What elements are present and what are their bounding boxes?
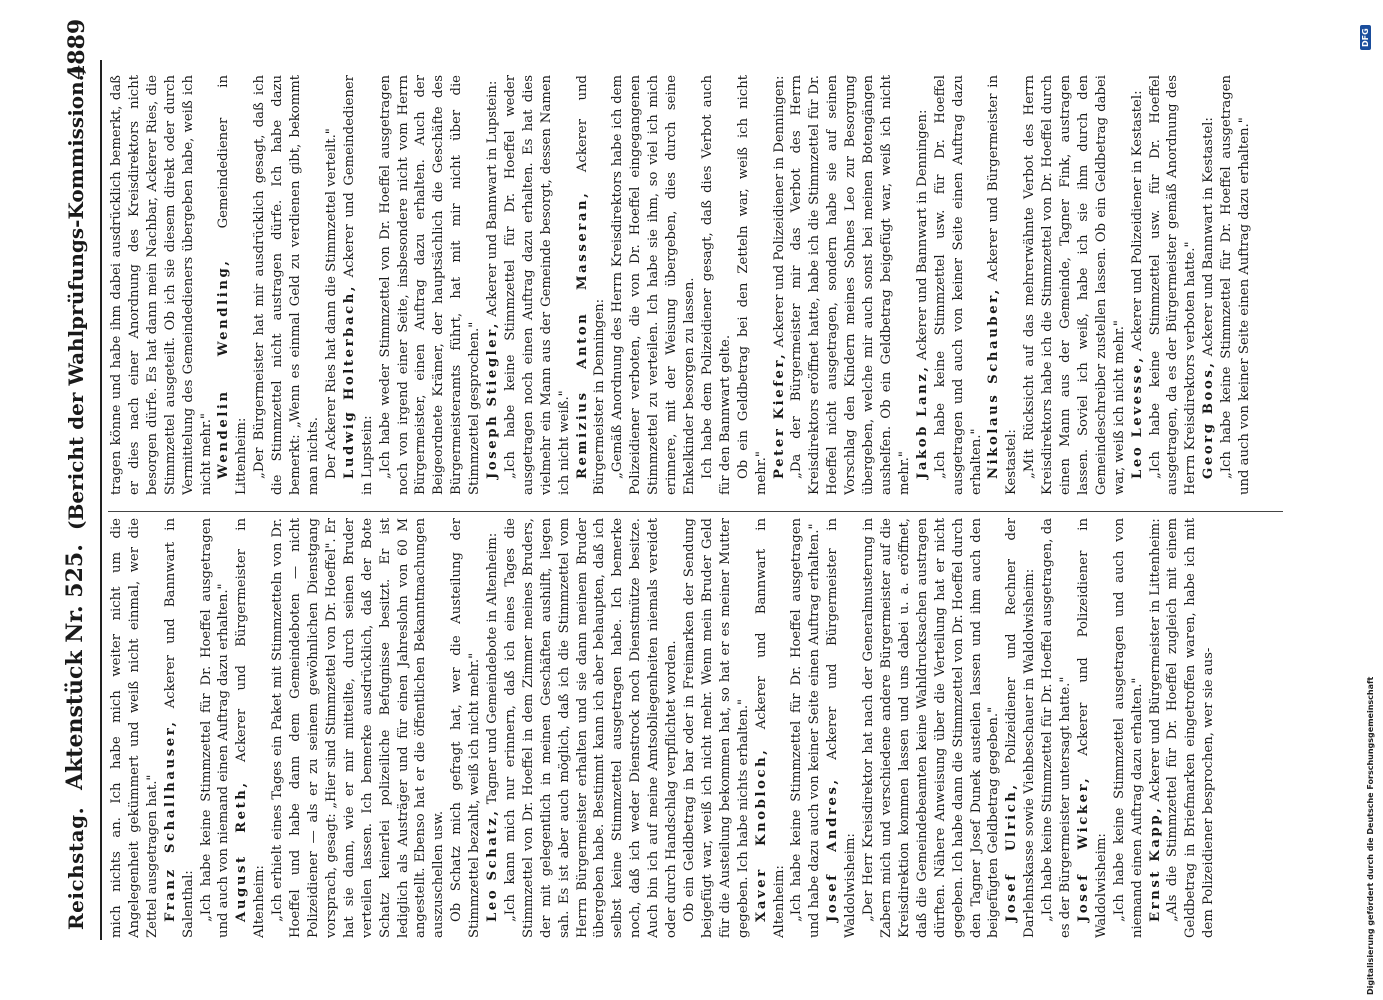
paragraph [932, 75, 986, 495]
paragraph-text: Ackerer und Bannwart in Altenheim: [753, 518, 787, 938]
paragraph-text: „Gemäß Anordnung des Herrn Kreisdirektors habe ich dem Polizeidiener verboten, die von Dr. Hoeffel eingegangenen Stimmzettel zu verteilen. Ich habe sie ihm, so viel ich mich erinnere, mit der Weisung übergeben, dies durch seine Enkelkinder besorgen zu lassen. [610, 75, 697, 495]
paragraph [824, 518, 860, 938]
paragraph [1111, 518, 1147, 938]
paragraph [251, 75, 323, 495]
paragraph-text: „Ich habe keine Stimmzettel für Dr. Hoeffel ausgetragen, da es der Bürgermeister untersagt hatte." [1040, 518, 1074, 938]
dfg-logo-text: DFG [1361, 28, 1370, 47]
paragraph [198, 518, 234, 938]
speaker-name: Wendelin Wendling, [216, 258, 232, 479]
paragraph-text: „Ich habe keine Stimmzettel usw. für Dr. Hoeffel ausgetragen und auch von keiner Seite einen Auftrag dazu erhalten." [932, 75, 984, 495]
left-column [108, 518, 1288, 938]
paragraph-text: Ob ein Geldbetrag in bar oder in Freimarken der Sendung beigefügt war, weiß ich nicht mehr. Wenn mein Bruder Geld für die Austeilung bekommen hat, so hat er es meiner Mutter gegeben. Ich habe nichts erhalten." [682, 518, 751, 938]
paragraph [860, 518, 1003, 938]
paragraph-text: „Ich habe keine Stimmzettel usw. für Dr. Hoeffel ausgetragen, da es der Bürgermeister gemäß Anordnung des Herrn Kreisdirektors verboten hatte." [1147, 75, 1199, 495]
column-divider [108, 511, 1283, 512]
paragraph [1129, 75, 1147, 495]
side-note [1366, 677, 1375, 995]
paragraph [788, 518, 824, 938]
paragraph [771, 75, 789, 495]
paragraph [574, 75, 610, 495]
paragraph-text: „Mit Rücksicht auf das mehrerwähnte Verbot des Herrn Kreisdirektors habe ich die Stimmzettel von Dr. Hoeffel durch einen Mann aus der Gemeinde, Tagner Fink, austragen lassen. Soviel ich weiß, habe ich sie ihm durch den Gemeindeschreiber zustellen lassen. Ob ein Geldbetrag dabei war, weiß ich nicht mehr." [1022, 75, 1127, 495]
paragraph-text: „Ich habe keine Stimmzettel für Dr. Hoeffel ausgetragen und auch von keiner Seite einen Auftrag dazu erhalten." [1219, 75, 1253, 495]
paragraph [1164, 518, 1218, 938]
speaker-name: Leo Schatz, [485, 808, 501, 922]
paragraph-text: Ackerer und Bannwart in Salenthal: [162, 518, 196, 938]
paragraph-text: „Ich habe keine Stimmzettel für Dr. Hoeffel weder ausgetragen noch einen Auftrag dazu erhalten. Es hat dies vielmehr ein Mann aus der Gemeinde besorgt, dessen Namen ich nicht weiß." [502, 75, 572, 495]
paragraph [1075, 518, 1111, 938]
speaker-name: Nikolaus Schauber, [986, 287, 1002, 479]
paragraph [448, 518, 484, 938]
paragraph-text: Ackerer und Bürgermeister in Denningen: [574, 75, 608, 495]
paragraph-text: „Ich habe keine Stimmzettel für Dr. Hoeffel ausgetragen und habe dazu auch von keiner Seite einen Auftrag erhalten." [789, 518, 823, 938]
speaker-name: Ludwig Holterbach, [341, 283, 357, 479]
paragraph [484, 518, 502, 938]
paragraph [108, 75, 215, 495]
paragraph [108, 518, 162, 938]
paragraph-text: Ackerer und Bürgermeister in Waldolwisheim: [825, 518, 859, 938]
paragraph-text: Der Ackerer Ries hat dann die Stimmzettel verteilt." [323, 128, 339, 479]
paragraph [1218, 75, 1254, 495]
paragraph-text: Ackerer und Gemeindediener in Lupstein: [341, 75, 375, 495]
paragraph-text: Ackerer und Bannwart in Kestastel: [1201, 117, 1217, 361]
paragraph [1003, 518, 1039, 938]
paragraph [681, 518, 753, 938]
paragraph-text: Tagner und Gemeindebote in Altenheim: [485, 532, 501, 809]
paragraph [1021, 75, 1128, 495]
speaker-name: Remizius Anton Masseran, [574, 190, 590, 479]
speaker-name: Peter Kiefer, [771, 351, 787, 479]
speaker-name: Josef Ulrich, [1004, 782, 1020, 922]
paragraph-text: „Ich kann mich nur erinnern, daß ich eines Tages die Stimmzettel von Dr. Hoeffel in dem Zimmer meines Bruders, der mit gelegentlich in meinen Geschäften aushilft, liegen sah. Es ist aber auch möglich, daß ich die Stimmzettel vom Herrn Bürgermeister erhalten und sie dann meinem Bruder übergeben habe. Bestimmt kann ich aber behaupten, daß ich selbst keine Stimmzettel ausgetragen habe. Ich bemerke noch, daß ich weder Dienstrock noch Dienstmütze besitze. Auch bin ich auf meine Amtsobliegenheiten niemals vereidet oder durch Handschlag verpflichtet worden. [502, 518, 680, 938]
paragraph [1147, 75, 1201, 495]
paragraph-text: „Der Bürgermeister hat mir ausdrücklich gesagt, daß ich die Stimmzettel nicht austragen dürfe. Ich habe dazu bemerkt: „Wenn es einmal Geld zu verdienen gibt, bekommt man nichts. [252, 75, 321, 495]
paragraph-text: Ob ein Geldbetrag bei den Zetteln war, weiß ich nicht mehr." [735, 75, 769, 495]
speaker-name: Georg Boos, [1201, 360, 1217, 479]
paragraph [162, 518, 198, 938]
paragraph-text: „Ich habe keine Stimmzettel für Dr. Hoeffel ausgetragen und auch von niemand einen Auftrag dazu erhalten." [198, 518, 232, 938]
paragraph [377, 75, 484, 495]
speaker-name: Ernst Kapp, [1147, 805, 1163, 922]
paragraph-text: „Ich habe weder Stimmzettel von Dr. Hoeffel ausgetragen noch von irgend einer Seite, insbesondere nicht vom Herrn Bürgermeister, einen Auftrag dazu erhalten. Auch der Beigeordnete Krämer, der hauptsächlich die Geschäfte des Bürgermeisteramts führt, hat mit mir nicht über die Stimmzettel gesprochen." [377, 75, 483, 495]
paragraph [609, 75, 699, 495]
paragraph [502, 518, 681, 938]
paragraph [753, 518, 789, 938]
paragraph-text: „Ich habe keine Stimmzettel ausgetragen und auch von niemand einen Auftrag dazu erhalten." [1111, 518, 1145, 938]
header-rule [100, 60, 102, 940]
paragraph [341, 75, 377, 495]
paragraph [215, 75, 251, 495]
paragraph [788, 75, 913, 495]
side-note-text: Digitalisierung gefördert durch die Deutsche Forschungsgemeinschaft [1366, 676, 1375, 995]
paragraph [735, 75, 771, 495]
paragraph [985, 75, 1021, 495]
speaker-name: Jakob Lanz, [914, 364, 930, 479]
paragraph-text: Ich habe dem Polizeidiener gesagt, daß dies Verbot auch für den Bannwart gelte. [699, 75, 733, 495]
header-left: Reichstag. [64, 806, 88, 930]
paragraph [484, 75, 502, 495]
paragraph-text: Polizeidiener und Rechner der Darlehnskasse sowie Viehbeschauer in Waldolwisheim: [1004, 518, 1038, 938]
paragraph-text: „Ich erhielt eines Tages ein Paket mit Stimmzetteln von Dr. Hoeffel und habe dann dem Gemeindeboten — nicht Polizeidiener — als er zu seinem gewöhnlichen Dienstgang vorsprach, gesagt: „Hier sind Stimmzettel von Dr. Hoeffel". Er hat sie dann, wie er mir mitteilte, durch seinen Bruder verteilen lassen. Ich bemerke ausdrücklich, daß der Bote Schatz keinerlei polizeiliche Befugnisse besitzt. Er ist lediglich als Austräger und für einen Jahreslohn von 60 M angestellt. Ebenso hat er die öffentlichen Bekanntmachungen auszuschellen usw. [270, 518, 447, 938]
speaker-name: Joseph Stiegler, [485, 320, 501, 479]
paragraph-text: „Der Herr Kreisdirektor hat nach der Generalmusterung in Zabern mich und verschiedene andere Bürgermeister auf die Kreisdirektion kommen lassen und uns dabei u. a. eröffnet, daß die Gemeindebeamten keine Wahldrucksachen austragen dürften. Nähere Anweisung über die Verteilung hat er nicht gegeben. Ich habe dann die Stimmzettel von Dr. Hoeffel durch den Tagner Josef Dunek austeilen lassen und ihm auch den beigefügten Geldbetrag gegeben." [861, 518, 1002, 938]
speaker-name: Josef Wicker, [1075, 775, 1091, 922]
paragraph-text: Ackerer und Bannwart in Denningen: [914, 109, 930, 365]
paragraph-text: mich nichts an. Ich habe mich weiter nicht um die Angelegenheit gekümmert und weiß nicht einmal, wer die Zettel ausgetragen hat." [109, 518, 160, 938]
speaker-name: Franz Schallhauser, [162, 719, 178, 922]
speaker-name: Josef Andres, [825, 777, 841, 922]
speaker-name: Leo Levesse, [1129, 355, 1145, 479]
paragraph [1200, 75, 1218, 495]
paragraph-text: Gemeindediener in Littenheim: [216, 75, 250, 495]
paragraph [1147, 518, 1165, 938]
paragraph-text: tragen könne und habe ihm dabei ausdrücklich bemerkt, daß er dies nach einer Anordnung des Kreisdirektors nicht besorgen dürfe. Es hat dann mein Nachbar, Ackerer Ries, die Stimmzettel ausgeteilt. Ob ich sie diesem direkt oder durch Vermittelung des Gemeindedieners übergeben habe, weiß ich nicht mehr." [109, 75, 214, 495]
paragraph [502, 75, 574, 495]
speaker-name: Xaver Knobloch, [753, 747, 769, 922]
right-column [108, 75, 1288, 495]
paragraph-text: Ackerer und Bürgermeister in Kestastel: [986, 75, 1020, 495]
paragraph [233, 518, 269, 938]
paragraph-text: Ackerer und Bürgermeister in Littenheim: [1147, 518, 1163, 806]
paragraph [323, 75, 341, 495]
paragraph-text: Ackerer und Polizeidiener in Denningen: [771, 75, 787, 352]
paragraph-text: Ackerer und Polizeidiener in Waldolwisheim: [1075, 518, 1109, 938]
dfg-logo [1360, 25, 1371, 50]
paragraph [269, 518, 448, 938]
paragraph-text: Ob Schatz mich gefragt hat, wer die Austeilung der Stimmzettel bezahlt, weiß ich nicht mehr." [449, 518, 483, 938]
paragraph-text: Ackerer und Bannwart in Lupstein: [485, 80, 501, 321]
paragraph-text: „Als die Stimmzettel für Dr. Hoeffel zugleich mit einem Geldbetrag in Briefmarken eingetroffen waren, habe ich mit dem Polizeidiener besprochen, wer sie aus- [1165, 518, 1217, 938]
paragraph-text: Ackerer und Polizeidiener in Kestastel: [1129, 90, 1145, 356]
paragraph-text: „Da der Bürgermeister mir das Verbot des Herrn Kreisdirektors eröffnet hatte, habe ich die Stimmzettel für Dr. Hoeffel nicht ausgetragen, sondern habe sie auf seinen Vorschlag den Kindern meines Sohnes Leo zur Besorgung übergeben, welche mir auch sonst bei meinen Botengängen aushelfen. Ob ein Geldbetrag beigefügt war, weiß ich nicht mehr." [789, 75, 912, 495]
paragraph-text: Ackerer und Bürgermeister in Altenheim: [234, 518, 268, 938]
paragraph [699, 75, 735, 495]
header-right: (Bericht der Wahlprüfungs-Kommission.) [64, 64, 88, 530]
speaker-name: August Reth, [234, 780, 250, 922]
paragraph [1039, 518, 1075, 938]
header-center: Aktenstück Nr. 525. [62, 544, 88, 790]
page-header [62, 0, 96, 1000]
page-number: 4889 [64, 18, 90, 80]
paragraph [914, 75, 932, 495]
